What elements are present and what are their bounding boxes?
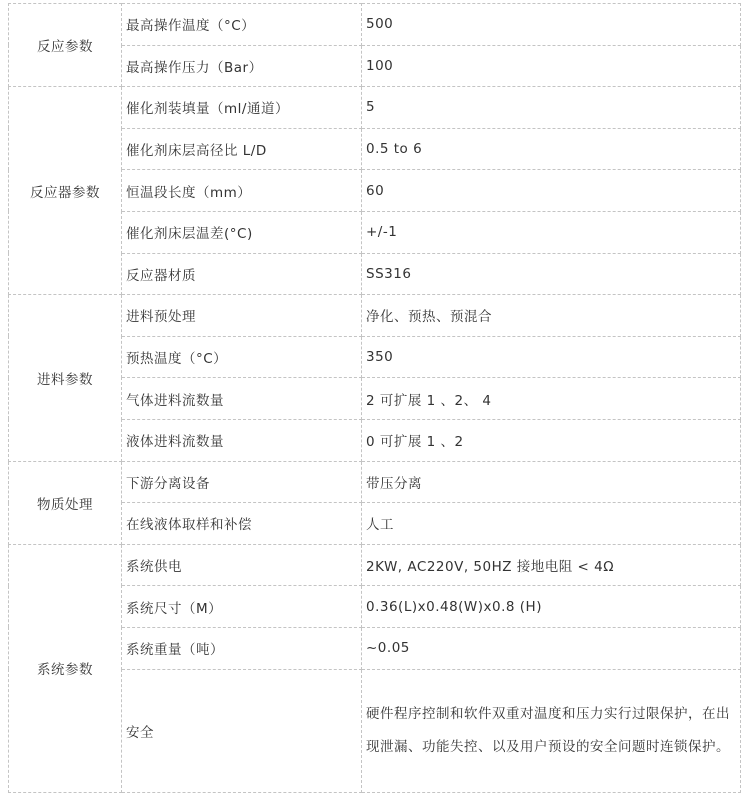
param-name: 系统重量（吨） <box>122 627 362 669</box>
table-row <box>9 544 741 586</box>
param-name: 下游分离设备 <box>122 461 362 503</box>
param-value: 2 可扩展 1 、2、 4 <box>362 378 741 420</box>
param-value: 0 可扩展 1 、2 <box>362 419 741 461</box>
param-name: 最高操作压力（Bar） <box>122 45 362 87</box>
param-name: 气体进料流数量 <box>122 378 362 420</box>
param-value: 硬件程序控制和软件双重对温度和压力实行过限保护，在出现泄漏、功能失控、以及用户预设的安全问题时连锁保护。 <box>362 669 741 792</box>
param-name: 恒温段长度（mm） <box>122 170 362 212</box>
param-name: 反应器材质 <box>122 253 362 295</box>
group-system-params: 系统参数 <box>9 544 122 792</box>
spec-table <box>8 3 741 793</box>
param-name: 催化剂床层温差(°C) <box>122 211 362 253</box>
param-value: 60 <box>362 170 741 212</box>
param-value: 0.5 to 6 <box>362 128 741 170</box>
param-value: +/-1 <box>362 211 741 253</box>
param-value: 350 <box>362 336 741 378</box>
param-name: 预热温度（°C） <box>122 336 362 378</box>
param-name: 催化剂床层高径比 L/D <box>122 128 362 170</box>
param-value: 带压分离 <box>362 461 741 503</box>
table-row <box>9 461 741 503</box>
param-name: 安全 <box>122 669 362 792</box>
param-name: 催化剂装填量（ml/通道） <box>122 87 362 129</box>
param-value: 净化、预热、预混合 <box>362 295 741 337</box>
group-material-handling: 物质处理 <box>9 461 122 544</box>
group-feed-params: 进料参数 <box>9 295 122 461</box>
param-value: SS316 <box>362 253 741 295</box>
group-reactor-params: 反应器参数 <box>9 87 122 295</box>
param-value: 人工 <box>362 503 741 545</box>
table-row <box>9 87 741 129</box>
param-name: 在线液体取样和补偿 <box>122 503 362 545</box>
param-name: 液体进料流数量 <box>122 419 362 461</box>
param-name: 进料预处理 <box>122 295 362 337</box>
param-value: ~0.05 <box>362 627 741 669</box>
group-reaction-params: 反应参数 <box>9 4 122 87</box>
param-value: 0.36(L)x0.48(W)x0.8 (H) <box>362 586 741 628</box>
param-name: 系统尺寸（M） <box>122 586 362 628</box>
table-row <box>9 4 741 46</box>
table-row <box>9 295 741 337</box>
param-value: 500 <box>362 4 741 46</box>
param-value: 5 <box>362 87 741 129</box>
param-name: 最高操作温度（°C） <box>122 4 362 46</box>
param-value: 2KW, AC220V, 50HZ 接地电阻 < 4Ω <box>362 544 741 586</box>
param-name: 系统供电 <box>122 544 362 586</box>
param-value: 100 <box>362 45 741 87</box>
